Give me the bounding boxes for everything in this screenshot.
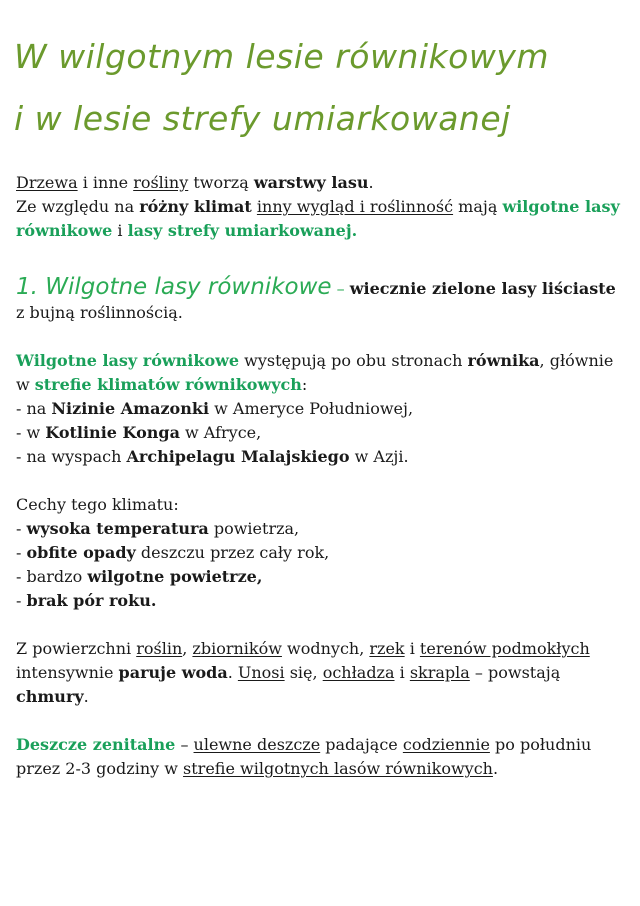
text-run: mają bbox=[453, 197, 503, 216]
text-run: i bbox=[404, 639, 420, 658]
text-run: . bbox=[83, 687, 89, 706]
text-run: po południu przez 2-3 godziny w bbox=[16, 735, 592, 778]
climate-feature: brak pór roku. bbox=[26, 591, 157, 610]
text-run: - bardzo bbox=[16, 567, 88, 586]
text-run: - bbox=[16, 591, 27, 610]
text-run: - bbox=[16, 519, 27, 538]
spacer bbox=[16, 469, 626, 493]
climate-list-item bbox=[16, 589, 626, 613]
text-run: deszczu przez cały rok, bbox=[135, 543, 330, 562]
climate-list-item bbox=[16, 565, 626, 589]
spacer bbox=[16, 709, 626, 733]
term-ochladza: ochładza bbox=[322, 663, 395, 682]
location-list-item bbox=[16, 445, 626, 469]
text-run: wodnych, bbox=[281, 639, 370, 658]
text-run: – powstają bbox=[469, 663, 561, 682]
climate-feature: obfite opady bbox=[26, 543, 136, 562]
text-run: - na wyspach bbox=[16, 447, 127, 466]
term-deszcze-zenitalne: Deszcze zenitalne bbox=[16, 735, 176, 754]
text-run: powietrza, bbox=[208, 519, 300, 538]
term-terenow-podmoklych: terenów podmokłych bbox=[419, 639, 590, 658]
title-line-2: i w lesie strefy umiarkowanej bbox=[14, 99, 511, 138]
text-run: , bbox=[182, 639, 193, 658]
title-line-1: W wilgotnym lesie równikowym bbox=[14, 37, 550, 76]
climate-list-item bbox=[16, 541, 626, 565]
term-warstwy-lasu: warstwy lasu bbox=[253, 173, 369, 192]
text-run: w Azji. bbox=[349, 447, 409, 466]
text-run: i bbox=[112, 221, 128, 240]
text-run: . bbox=[227, 663, 238, 682]
term-rzek: rzek bbox=[369, 639, 405, 658]
term-inny-wyglad: inny wygląd i roślinność bbox=[256, 197, 454, 216]
climate-feature: wilgotne powietrze, bbox=[87, 567, 263, 586]
text-run: intensywnie bbox=[16, 663, 119, 682]
intro-paragraph bbox=[16, 171, 626, 243]
term-skrapla: skrapla bbox=[409, 663, 470, 682]
term-rownik: równika bbox=[467, 351, 540, 370]
place-name: Kotlinie Konga bbox=[45, 423, 180, 442]
location-paragraph bbox=[16, 349, 626, 397]
place-name: Archipelagu Malajskiego bbox=[126, 447, 350, 466]
term-paruje-woda: paruje woda bbox=[118, 663, 228, 682]
section-1-heading bbox=[16, 275, 626, 325]
term-rozny-klimat: różny klimat bbox=[139, 197, 252, 216]
text-run: , głównie w bbox=[16, 351, 614, 394]
text-run: padające bbox=[320, 735, 403, 754]
term-zbiornikow: zbiorników bbox=[192, 639, 282, 658]
page-title bbox=[14, 26, 549, 150]
term-codziennie: codziennie bbox=[402, 735, 490, 754]
text-run: i inne bbox=[77, 173, 134, 192]
location-list-item bbox=[16, 397, 626, 421]
term-strefa-klimatow: strefie klimatów równikowych bbox=[34, 375, 302, 394]
spacer bbox=[16, 613, 626, 637]
text-run: występują po obu stronach bbox=[239, 351, 468, 370]
term-wilgotne-lasy-rownikowe: Wilgotne lasy równikowe bbox=[16, 351, 240, 370]
text-run: - bbox=[16, 543, 27, 562]
term-roslin: roślin bbox=[136, 639, 183, 658]
term-lasy-umiarkowane: lasy strefy umiarkowanej. bbox=[127, 221, 358, 240]
text-run: się, bbox=[284, 663, 323, 682]
text-run: w Afryce, bbox=[179, 423, 262, 442]
text-run: w Ameryce Południowej, bbox=[209, 399, 414, 418]
text-run: – bbox=[175, 735, 194, 754]
spacer bbox=[16, 243, 626, 275]
text-run: : bbox=[301, 375, 308, 394]
term-drzewa: Drzewa bbox=[16, 173, 78, 192]
zenital-paragraph bbox=[16, 733, 626, 781]
text-run: - w bbox=[16, 423, 46, 442]
text-run: i bbox=[394, 663, 410, 682]
text-run: Ze względu na bbox=[16, 197, 140, 216]
term-strefa-lasow: strefie wilgotnych lasów równikowych bbox=[183, 759, 493, 778]
text-run: - na bbox=[16, 399, 52, 418]
climate-list-item bbox=[16, 517, 626, 541]
section-1-title: 1. Wilgotne lasy równikowe bbox=[16, 274, 332, 300]
climate-feature: wysoka temperatura bbox=[26, 519, 209, 538]
spacer bbox=[16, 325, 626, 349]
evaporation-paragraph bbox=[16, 637, 626, 709]
section-1-subtitle: wiecznie zielone lasy liściaste bbox=[349, 279, 616, 298]
term-rosliny: rośliny bbox=[133, 173, 189, 192]
term-chmury: chmury bbox=[16, 687, 84, 706]
climate-intro: Cechy tego klimatu: bbox=[16, 495, 179, 514]
text-run: tworzą bbox=[188, 173, 254, 192]
term-unosi: Unosi bbox=[237, 663, 285, 682]
term-ulewne-deszcze: ulewne deszcze bbox=[193, 735, 321, 754]
document-body bbox=[16, 171, 626, 781]
location-list-item bbox=[16, 421, 626, 445]
term-wilgotne-lasy: wilgotne lasy równikowe bbox=[16, 197, 620, 240]
text-run: . bbox=[492, 759, 499, 778]
heading-dash: – bbox=[331, 279, 350, 298]
text-run: Z powierzchni bbox=[16, 639, 137, 658]
place-name: Nizinie Amazonki bbox=[51, 399, 210, 418]
section-1-rest: z bujną roślinnością. bbox=[16, 303, 183, 322]
text-run: . bbox=[368, 173, 374, 192]
